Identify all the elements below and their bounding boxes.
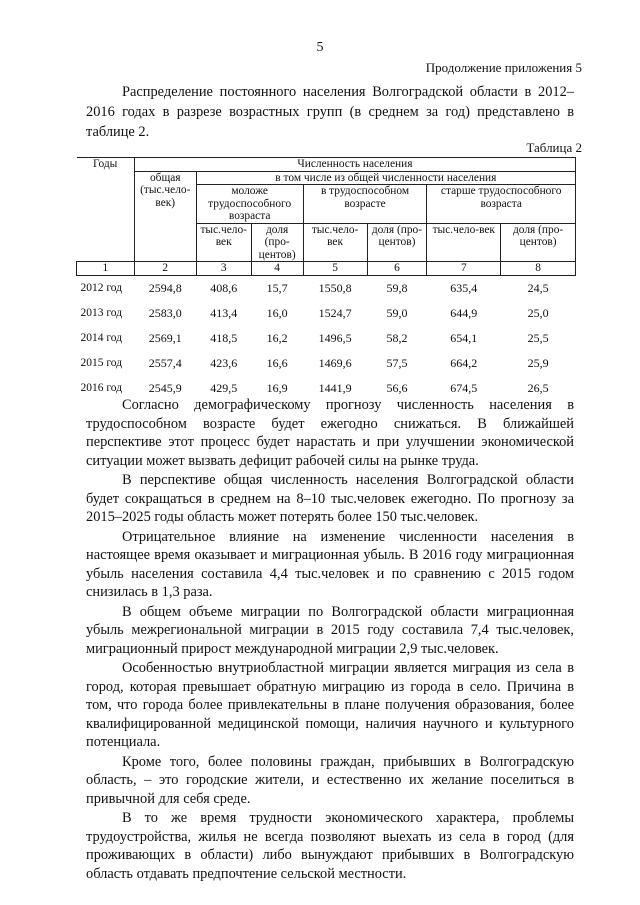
cell-working-pct: 56,6 [386, 381, 408, 396]
paragraph: Отрицательное влияние на изменение численности населения в настоящее время оказывает и миграционная убыль. В 2016 году миграционная убыль населения составила 4,4 тыс.человек и по сравнению с 2015 годом снизилась в 1,3 раза. [86, 528, 574, 600]
header-older: старше трудоспособного возраста [427, 185, 576, 224]
cell-older-pct: 24,5 [527, 281, 549, 296]
header-younger: моложе трудоспособного возраста [196, 185, 303, 224]
cell-younger-pct: 16,2 [266, 331, 288, 346]
cell-working-pct: 57,5 [386, 356, 408, 371]
cell-older-abs: 644,9 [450, 306, 478, 321]
paragraph: Особенностью внутриобластной миграции является миграция из села в город, которая превышает обратную миграцию из города в село. Причина в том, что города более привлекательны в плане получения образования, более квалифицированной медицинской помощи, наличия научного и культурного потенциала. [86, 660, 574, 750]
header-older-abs: тыс.чело-век [427, 223, 501, 262]
cell-working-pct: 58,2 [386, 331, 408, 346]
row-year: 2014 год [80, 332, 123, 345]
intro-paragraph: Распределение постоянного населения Волгоградской области в 2012–2016 годах в разрезе возрастных групп (в среднем за год) представлено в таблице 2. [86, 84, 574, 140]
header-working-abs: тыс.чело-век [303, 223, 367, 262]
column-number: 3 [196, 262, 251, 276]
cell-younger-abs: 423,6 [210, 356, 238, 371]
cell-older-pct: 25,0 [527, 306, 549, 321]
cell-younger-pct: 16,6 [266, 356, 288, 371]
cell-younger-abs: 429,5 [210, 381, 238, 396]
row-year: 2013 год [80, 307, 123, 320]
cell-older-abs: 635,4 [450, 281, 478, 296]
paragraph: Кроме того, более половины граждан, прибывших в Волгоградскую область, – это городские жители, и естественно их желание поселиться в привычной для себя среде. [86, 753, 574, 807]
row-year: 2012 год [80, 282, 123, 295]
cell-younger-abs: 408,6 [210, 281, 238, 296]
paragraph: В то же время трудности экономического характера, проблемы трудоустройства, жилья не всегда позволяют выехать из села в город (для проживающих в области) либо вынуждают прибывших в Волгоградскую область отдавать предпочтение сельской местности. [86, 810, 574, 882]
table-row [77, 276, 576, 302]
paragraph: В перспективе общая численность населения Волгоградской области будет сокращаться в среднем на 8–10 тыс.человек ежегодно. По прогнозу за 2015–2025 годы область может потерять более 150 тыс.человек. [86, 472, 574, 525]
header-including: в том числе из общей численности населения [196, 171, 575, 185]
header-older-pct: доля (про-центов) [501, 223, 576, 262]
table-row [77, 351, 576, 376]
cell-older-abs: 674,5 [450, 381, 478, 396]
cell-older-abs: 654,1 [450, 331, 478, 346]
cell-total: 2594,8 [148, 281, 182, 296]
cell-working-abs: 1469,6 [318, 356, 352, 371]
cell-working-abs: 1550,8 [318, 281, 352, 296]
cell-working-abs: 1496,5 [318, 331, 352, 346]
header-younger-abs: тыс.чело-век [196, 223, 251, 262]
appendix-continuation-note: Продолжение приложения 5 [425, 60, 582, 75]
header-total: общая (тыс.чело-век) [134, 171, 196, 262]
row-year: 2016 год [80, 382, 123, 395]
page-number: 5 [316, 40, 324, 55]
column-number: 8 [501, 262, 576, 276]
cell-total: 2557,4 [148, 356, 182, 371]
header-working-pct: доля (про-центов) [367, 223, 427, 262]
column-number: 2 [134, 262, 196, 276]
header-working: в трудоспособном возрасте [303, 185, 427, 224]
cell-older-pct: 26,5 [527, 381, 549, 396]
column-number: 6 [367, 262, 427, 276]
cell-working-abs: 1441,9 [318, 381, 352, 396]
cell-working-pct: 59,8 [386, 281, 408, 296]
column-number: 7 [427, 262, 501, 276]
column-number: 1 [77, 262, 135, 276]
population-age-table [76, 157, 576, 401]
cell-total: 2583,0 [148, 306, 182, 321]
column-number: 4 [251, 262, 303, 276]
cell-older-pct: 25,9 [527, 356, 549, 371]
body-text [86, 396, 574, 884]
table-row [77, 301, 576, 326]
cell-total: 2545,9 [148, 381, 182, 396]
cell-younger-pct: 15,7 [266, 281, 288, 296]
cell-total: 2569,1 [148, 331, 182, 346]
row-year: 2015 год [80, 357, 123, 370]
table-label: Таблица 2 [526, 140, 582, 155]
header-years: Годы [77, 158, 135, 262]
cell-older-pct: 25,5 [527, 331, 549, 346]
header-population: Численность населения [134, 158, 575, 172]
cell-younger-abs: 418,5 [210, 331, 238, 346]
header-younger-pct: доля (про-центов) [251, 223, 303, 262]
column-number: 5 [303, 262, 367, 276]
cell-working-abs: 1524,7 [318, 306, 352, 321]
cell-older-abs: 664,2 [450, 356, 478, 371]
paragraph: Согласно демографическому прогнозу численность населения в трудоспособном возрасте будет ежегодно снижаться. В ближайшей перспективе этот процесс будет нарастать и при улучшении экономической ситуации может вызвать дефицит рабочей силы на рынке труда. [86, 397, 574, 469]
table-row [77, 326, 576, 351]
cell-younger-pct: 16,0 [266, 306, 288, 321]
paragraph: В общем объеме миграции по Волгоградской области миграционная убыль межрегиональной миграции в 2015 году составила 7,4 тыс.человек, миграционный прирост международной миграции 2,9 тыс.человек. [86, 603, 574, 657]
cell-younger-pct: 16,9 [266, 381, 288, 396]
cell-younger-abs: 413,4 [210, 306, 238, 321]
cell-working-pct: 59,0 [386, 306, 408, 321]
